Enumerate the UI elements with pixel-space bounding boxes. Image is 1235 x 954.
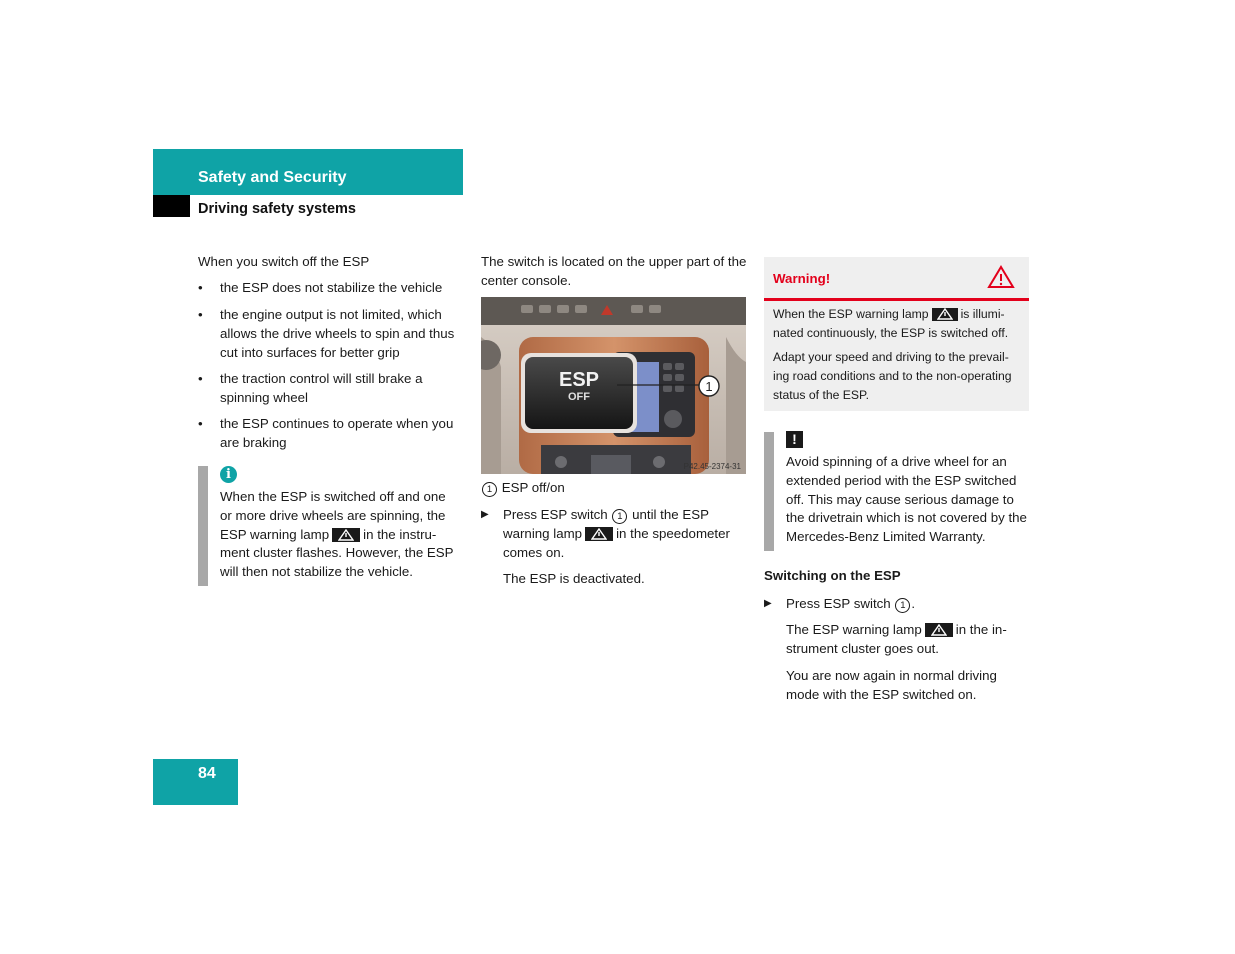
list-item: • the ESP continues to operate when you are braking xyxy=(198,416,454,450)
warning-lamp-icon xyxy=(932,308,958,321)
section-title: Safety and Security xyxy=(198,169,347,186)
warning-lamp-icon xyxy=(925,623,953,637)
center-console-photo xyxy=(481,297,746,474)
switch-on-heading: Switching on the ESP xyxy=(764,568,901,583)
warning-lamp-icon xyxy=(585,527,613,541)
header-marker xyxy=(153,195,190,217)
note-bar xyxy=(764,432,774,551)
col2-intro: The switch is located on the upper part of the center console. xyxy=(481,254,747,288)
warning-rule xyxy=(764,298,1029,301)
esp-button-label: ESP xyxy=(558,369,600,391)
callout-number: 1 xyxy=(705,379,713,394)
note-text: Avoid spinning of a drive wheel for an extended period with the ESP switched off. This may cause serious damage to the drivetrain which is not covered by the Mercedes-Benz Limited Warranty. xyxy=(786,454,1027,545)
col1-intro: When you switch off the ESP xyxy=(198,254,370,269)
info-text: When the ESP is switched off and one or more drive wheels are spinning, the ESP warning lamp in the instru- ment cluster flashes. However, the ESP will then not stabilize the vehicle. xyxy=(220,489,454,580)
list-item: • the ESP does not stabilize the vehicle xyxy=(198,280,443,295)
step-switch-on-result-2: You are now again in normal driving mode with the ESP switched on. xyxy=(786,668,997,702)
image-code: P42.45-2374-31 xyxy=(683,462,741,471)
esp-button-sub: OFF xyxy=(568,391,590,403)
warning-triangle-icon xyxy=(987,265,1015,294)
page-number: 84 xyxy=(198,765,216,782)
step-switch-on-result-1: The ESP warning lamp in the in- strument cluster goes out. xyxy=(786,622,1007,656)
warning-lamp-icon xyxy=(332,528,360,542)
info-icon: i xyxy=(220,466,237,483)
step-switch-on: ▶ Press ESP switch 1 . xyxy=(764,596,916,611)
info-bar xyxy=(198,466,208,586)
exclamation-icon: ! xyxy=(786,431,803,448)
list-item: • the engine output is not limited, which allows the drive wheels to spin and thus cut into surfaces for better grip xyxy=(198,307,455,360)
warning-text-2: Adapt your speed and driving to the prevail-ing road conditions and to the non-operating status of the ESP. xyxy=(773,350,1012,402)
warning-text-1: When the ESP warning lamp is illumi- nated continuously, the ESP is switched off. xyxy=(773,307,1009,340)
image-caption: 1 ESP off/on xyxy=(481,479,747,498)
page-number-box xyxy=(153,759,238,805)
warning-title: Warning! xyxy=(773,271,831,286)
step-result: The ESP is deactivated. xyxy=(503,571,645,586)
list-item: • the traction control will still brake a spinning wheel xyxy=(198,371,423,405)
subsection-title: Driving safety systems xyxy=(198,201,356,217)
step-press-switch: ▶ Press ESP switch 1 until the ESP warning lamp in the speedometer comes on. xyxy=(481,507,730,560)
